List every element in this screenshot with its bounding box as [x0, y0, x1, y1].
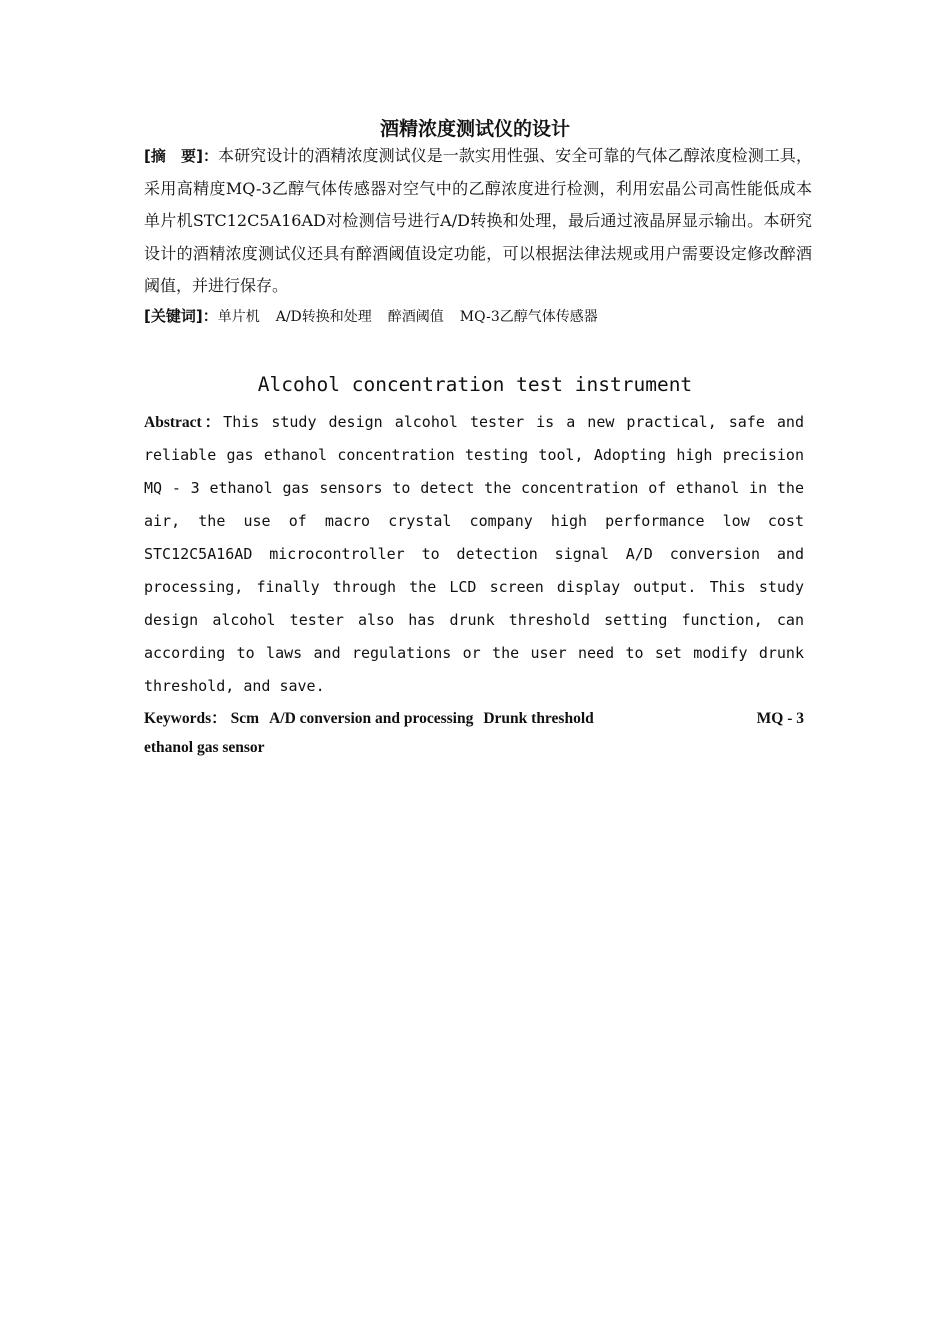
chinese-keywords-label: [关键词]： — [144, 307, 218, 325]
chinese-keyword: 单片机 — [217, 309, 260, 325]
english-keyword: MQ - 3 — [756, 710, 804, 727]
chinese-title: 酒精浓度测试仪的设计 — [379, 118, 570, 140]
english-keyword: Drunk threshold — [483, 710, 594, 727]
english-keyword: ethanol gas sensor — [144, 739, 265, 756]
chinese-keyword: MQ-3乙醇气体传感器 — [459, 309, 598, 325]
english-keywords — [144, 704, 804, 762]
english-keyword: Scm — [230, 710, 260, 727]
english-abstract-text: This study design alcohol tester is a new practical, safe and reliable gas ethanol concentration testing tool, Adopting high precision MQ - 3 ethanol gas sensors to detect the concentration of ethanol in the air, the use of macro crystal company high performance low cost STC12C5A16AD microcontroller to detection signal A/D conversion and processing, finally through the LCD screen display output. This study design alcohol tester also has drunk threshold setting function, can according to laws and regulations or the user need to set modify drunk threshold, and save. — [144, 413, 804, 695]
english-keyword: A/D conversion and processing — [269, 710, 474, 727]
english-title: Alcohol concentration test instrument — [257, 373, 693, 396]
chinese-abstract-text: 本研究设计的酒精浓度测试仪是一款实用性强、安全可靠的气体乙醇浓度检测工具，采用高精度MQ-3乙醇气体传感器对空气中的乙醇浓度进行检测，利用宏晶公司高性能低成本单片机STC12C5A16AD对检测信号进行A/D转换和处理，最后通过液晶屏显示输出。本研究设计的酒精浓度测试仪还具有醉酒阈值设定功能，可以根据法律法规或用户需要设定修改醉酒阈值，并进行保存。 — [144, 146, 812, 296]
chinese-abstract — [144, 140, 812, 303]
english-keywords-label: Keywords： — [144, 710, 227, 727]
chinese-keyword: A/D转换和处理 — [275, 309, 372, 325]
english-abstract — [144, 406, 804, 703]
chinese-abstract-label: [摘 要]： — [144, 147, 219, 165]
english-keywords-left — [144, 704, 604, 733]
chinese-keywords — [144, 304, 812, 329]
english-keywords-line — [144, 704, 804, 733]
chinese-keyword: 醉酒阈值 — [387, 309, 444, 325]
english-abstract-label: Abstract： — [144, 414, 224, 431]
